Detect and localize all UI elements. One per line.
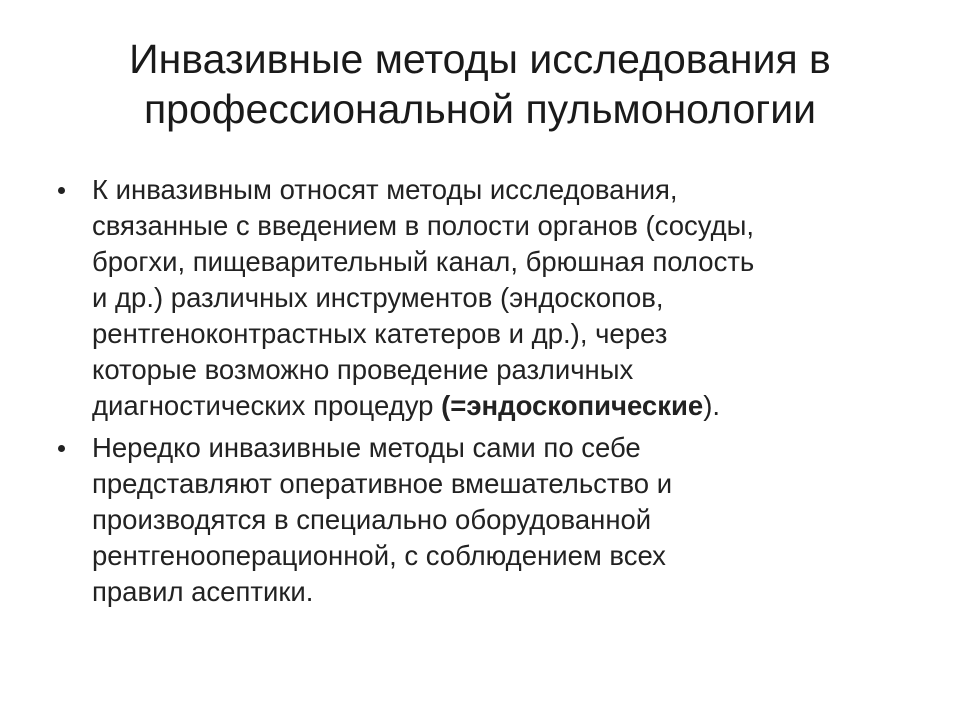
bullet-item <box>58 430 908 610</box>
slide-title <box>48 34 912 134</box>
text-line: К инвазивным относят методы исследования, <box>92 174 678 205</box>
text-line: связанные с введением в полости органов (сосуды, <box>92 210 755 241</box>
bullet-list <box>58 172 908 616</box>
text-line: правил асептики. <box>92 576 314 607</box>
text-line: рентгеноконтрастных катетеров и др.), через <box>92 318 668 349</box>
text-bold: (=эндоскопические <box>441 390 704 421</box>
slide-title-line: Инвазивные методы исследования в <box>129 36 831 82</box>
text-line: представляют оперативное вмешательство и <box>92 468 673 499</box>
text-line: Нередко инвазивные методы сами по себе <box>92 432 641 463</box>
bullet-item <box>58 172 908 424</box>
text-tail: ). <box>703 390 720 421</box>
text-line: которые возможно проведение различных <box>92 354 634 385</box>
text-line: производятся в специально оборудованной <box>92 504 652 535</box>
slide-title-line: профессиональной пульмонологии <box>143 86 817 132</box>
text-line: рентгенооперационной, с соблюдением всех <box>92 540 666 571</box>
text-line: и др.) различных инструментов (эндоскопов, <box>92 282 664 313</box>
text-plain: диагностических процедур <box>92 390 442 421</box>
bullet-dot-icon <box>58 445 65 452</box>
bullet-text <box>92 172 908 424</box>
bullet-text <box>92 430 908 610</box>
text-line <box>92 388 908 424</box>
bullet-dot-icon <box>58 187 65 194</box>
text-line: брогхи, пищеварительный канал, брюшная полость <box>92 246 755 277</box>
